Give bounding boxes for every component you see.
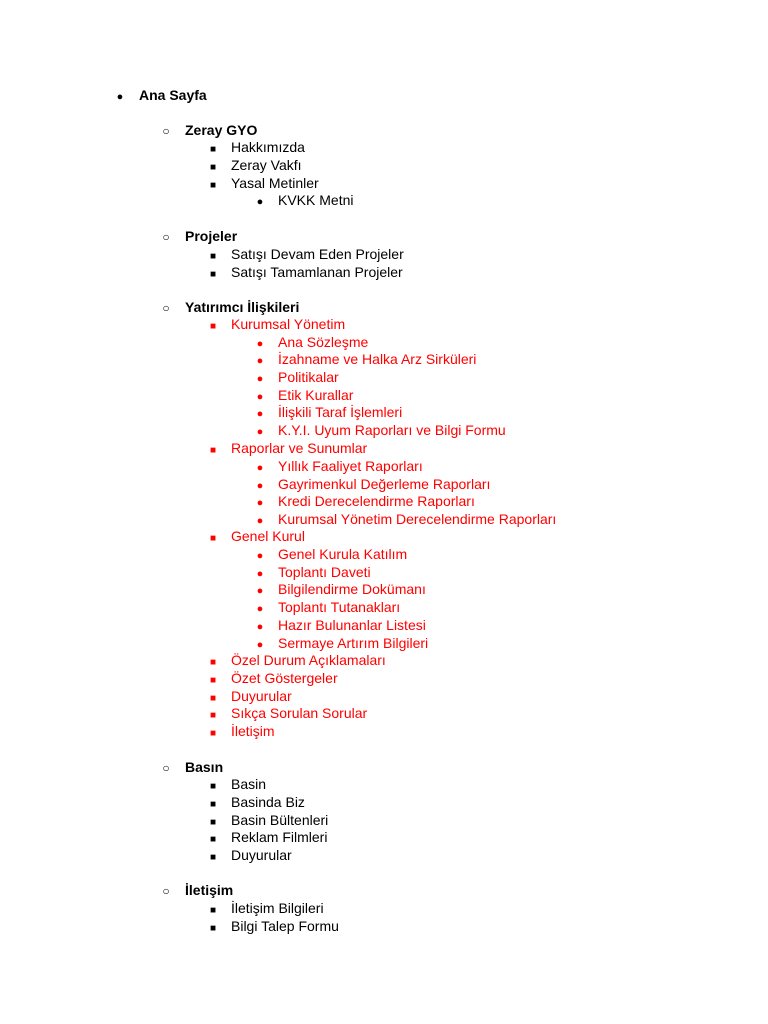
item-label: Satışı Tamamlanan Projeler — [231, 264, 403, 280]
disc-bullet-icon — [252, 350, 268, 368]
item-label: Kurumsal Yönetim — [231, 316, 346, 332]
disc-bullet-icon — [252, 563, 268, 581]
disc-bullet-icon — [252, 510, 268, 528]
square-bullet-icon — [205, 315, 221, 333]
disc-bullet-icon — [112, 86, 128, 104]
item-label: Özel Durum Açıklamaları — [231, 652, 386, 668]
square-bullet-icon — [205, 174, 221, 192]
item-label: Basin Bültenleri — [231, 812, 329, 828]
square-bullet-icon — [205, 793, 221, 811]
item-label: Zeray Vakfı — [231, 157, 302, 173]
item-label: Satışı Devam Eden Projeler — [231, 246, 404, 262]
disc-bullet-icon — [252, 457, 268, 475]
item-label: Sıkça Sorulan Sorular — [231, 705, 368, 721]
section-title: Basın — [185, 759, 224, 775]
item-label: Gayrimenkul Değerleme Raporları — [278, 476, 491, 492]
item-label: Raporlar ve Sunumlar — [231, 440, 368, 456]
item-label: Ana Sözleşme — [278, 334, 369, 350]
item-label: Yıllık Faaliyet Raporları — [278, 458, 423, 474]
disc-bullet-icon — [252, 403, 268, 421]
disc-bullet-icon — [252, 598, 268, 616]
square-bullet-icon — [205, 687, 221, 705]
item-label: İletişim Bilgileri — [231, 900, 324, 916]
circle-bullet-icon — [158, 881, 174, 899]
item-label: İletişim — [231, 723, 275, 739]
square-bullet-icon — [205, 439, 221, 457]
item-label: Duyurular — [231, 847, 292, 863]
item-label: İlişkili Taraf İşlemleri — [278, 404, 403, 420]
section-title: Yatırımcı İlişkileri — [185, 299, 300, 315]
item-label: Bilgi Talep Formu — [231, 918, 339, 934]
square-bullet-icon — [205, 527, 221, 545]
item-label: KVKK Metni — [278, 192, 354, 208]
item-label: Duyurular — [231, 688, 292, 704]
disc-bullet-icon — [252, 580, 268, 598]
item-label: Politikalar — [278, 369, 339, 385]
section-title: İletişim — [185, 882, 234, 898]
square-bullet-icon — [205, 651, 221, 669]
square-bullet-icon — [205, 899, 221, 917]
item-label: Hakkımızda — [231, 139, 305, 155]
square-bullet-icon — [205, 245, 221, 263]
square-bullet-icon — [205, 669, 221, 687]
square-bullet-icon — [205, 811, 221, 829]
square-bullet-icon — [205, 138, 221, 156]
item-label: Özet Göstergeler — [231, 670, 338, 686]
item-label: K.Y.I. Uyum Raporları ve Bilgi Formu — [278, 422, 506, 438]
item-label: Bilgilendirme Dokümanı — [278, 581, 426, 597]
item-label: İzahname ve Halka Arz Sirküleri — [278, 351, 477, 367]
circle-bullet-icon — [158, 298, 174, 316]
item-label: Yasal Metinler — [231, 175, 319, 191]
disc-bullet-icon — [252, 475, 268, 493]
section-title: Zeray GYO — [185, 122, 258, 138]
circle-bullet-icon — [158, 227, 174, 245]
item-label: Hazır Bulunanlar Listesi — [278, 617, 426, 633]
disc-bullet-icon — [252, 333, 268, 351]
square-bullet-icon — [205, 263, 221, 281]
square-bullet-icon — [205, 828, 221, 846]
disc-bullet-icon — [252, 492, 268, 510]
section-title: Projeler — [185, 228, 238, 244]
disc-bullet-icon — [252, 191, 268, 209]
square-bullet-icon — [205, 846, 221, 864]
square-bullet-icon — [205, 775, 221, 793]
item-label: Genel Kurula Katılım — [278, 546, 408, 562]
item-label: Reklam Filmleri — [231, 829, 328, 845]
item-label: Toplantı Tutanakları — [278, 599, 401, 615]
disc-bullet-icon — [252, 386, 268, 404]
item-label: Toplantı Daveti — [278, 564, 371, 580]
item-label: Basin — [231, 776, 267, 792]
item-label: Genel Kurul — [231, 528, 305, 544]
circle-bullet-icon — [158, 121, 174, 139]
item-label: Ana Sayfa — [139, 87, 207, 103]
item-label: Basinda Biz — [231, 794, 305, 810]
circle-bullet-icon — [158, 758, 174, 776]
item-label: Kredi Derecelendirme Raporları — [278, 493, 475, 509]
item-label: Etik Kurallar — [278, 387, 354, 403]
square-bullet-icon — [205, 156, 221, 174]
item-label: Sermaye Artırım Bilgileri — [278, 635, 429, 651]
item-label: Kurumsal Yönetim Derecelendirme Raporları — [278, 511, 557, 527]
disc-bullet-icon — [252, 421, 268, 439]
disc-bullet-icon — [252, 616, 268, 634]
disc-bullet-icon — [252, 368, 268, 386]
disc-bullet-icon — [252, 634, 268, 652]
square-bullet-icon — [205, 722, 221, 740]
square-bullet-icon — [205, 917, 221, 935]
disc-bullet-icon — [252, 545, 268, 563]
square-bullet-icon — [205, 704, 221, 722]
